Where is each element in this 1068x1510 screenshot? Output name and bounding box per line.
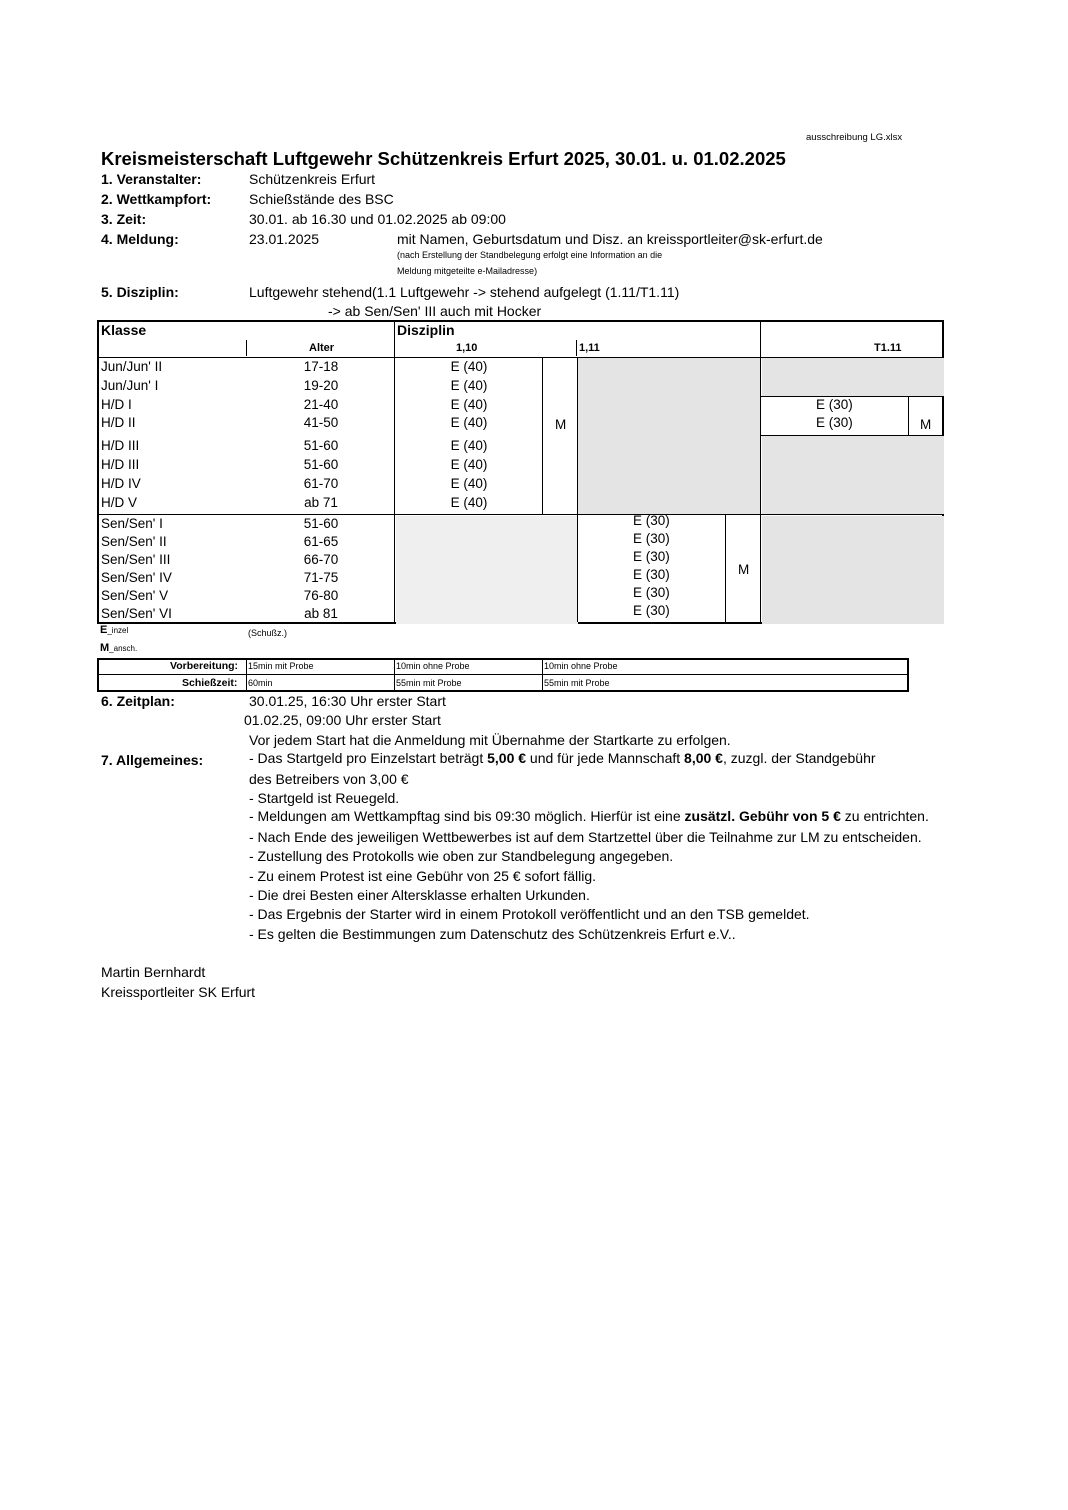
allgemeines-label: 7. Allgemeines: bbox=[101, 752, 204, 768]
signature-role: Kreissportleiter SK Erfurt bbox=[101, 984, 256, 1000]
legend-schusszahl: (Schußz.) bbox=[248, 628, 288, 638]
zeitplan-label: 6. Zeitplan: bbox=[101, 693, 175, 709]
wettkampfort-value: Schießstände des BSC bbox=[249, 191, 394, 207]
t111-e-2: E (30) bbox=[816, 415, 853, 430]
schiesszeit-label: Schießzeit: bbox=[182, 677, 238, 689]
disziplin-label: 5. Disziplin: bbox=[101, 284, 179, 300]
gray-area-t111-top bbox=[762, 358, 944, 396]
row-d110: E (40) bbox=[450, 438, 488, 453]
row-d110: E (40) bbox=[450, 495, 488, 510]
row-klasse: Jun/Jun' II bbox=[101, 359, 163, 374]
row-d111: E (30) bbox=[633, 603, 670, 618]
row-alter: ab 81 bbox=[304, 606, 338, 621]
schiesszeit-111: 55min mit Probe bbox=[396, 678, 462, 688]
header-110: 1,10 bbox=[456, 342, 478, 354]
meldung-date: 23.01.2025 bbox=[249, 231, 320, 247]
gray-area-t111-bottom bbox=[762, 516, 944, 624]
meldung-note-2: Meldung mitgeteilte e-Mailadresse) bbox=[397, 266, 538, 276]
row-alter: 21-40 bbox=[303, 397, 339, 412]
allgemeines-line-6: - Zustellung des Protokolls wie oben zur Standbelegung angegeben. bbox=[249, 848, 674, 864]
row-klasse: H/D IV bbox=[101, 476, 141, 491]
header-111: 1,11 bbox=[579, 342, 600, 354]
row-alter: 61-70 bbox=[303, 476, 339, 491]
header-klasse: Klasse bbox=[101, 322, 147, 338]
disziplin-note: -> ab Sen/Sen' III auch mit Hocker bbox=[328, 303, 542, 319]
row-klasse: H/D I bbox=[101, 397, 132, 412]
row-alter: 19-20 bbox=[303, 378, 339, 393]
row-d111: E (30) bbox=[633, 585, 670, 600]
row-alter: 61-65 bbox=[303, 534, 339, 549]
row-d110: E (40) bbox=[450, 415, 488, 430]
gray-area-111-top bbox=[578, 358, 761, 514]
allgemeines-line-5: - Nach Ende des jeweiligen Wettbewerbes ist auf dem Startzettel über die Teilnahme zur LM zu entscheiden. bbox=[249, 829, 922, 845]
allgemeines-line-3: - Startgeld ist Reuegeld. bbox=[249, 790, 400, 806]
allgemeines-line-10: - Es gelten die Bestimmungen zum Datenschutz des Schützenkreis Erfurt e.V.. bbox=[249, 926, 736, 942]
gray-area-t111-mid bbox=[762, 436, 944, 514]
row-klasse: Sen/Sen' V bbox=[101, 588, 169, 603]
wettkampfort-label: 2. Wettkampfort: bbox=[101, 191, 212, 207]
allgemeines-line-9: - Das Ergebnis der Starter wird in einem Protokoll veröffentlicht und an den TSB gemeldet. bbox=[249, 906, 810, 922]
zeitplan-line-2: 01.02.25, 09:00 Uhr erster Start bbox=[244, 712, 441, 728]
meldung-text: mit Namen, Geburtsdatum und Disz. an kreissportleiter@sk-erfurt.de bbox=[397, 231, 823, 247]
row-klasse: Jun/Jun' I bbox=[101, 378, 159, 393]
disziplin-value: Luftgewehr stehend(1.1 Luftgewehr -> stehend aufgelegt (1.11/T1.11) bbox=[249, 284, 680, 300]
vorbereitung-110: 15min mit Probe bbox=[248, 661, 314, 671]
m-t111: M bbox=[920, 417, 932, 432]
vorbereitung-111: 10min ohne Probe bbox=[396, 661, 470, 671]
row-klasse: H/D V bbox=[101, 495, 138, 510]
zeitplan-line-1: 30.01.25, 16:30 Uhr erster Start bbox=[249, 693, 446, 709]
zeit-value: 30.01. ab 16.30 und 01.02.2025 ab 09:00 bbox=[249, 211, 506, 227]
allgemeines-startgeld: - Das Startgeld pro Einzelstart beträgt 5,00 € und für jede Mannschaft 8,00 €, zuzgl. der Standgebühr bbox=[249, 750, 876, 766]
row-alter: 41-50 bbox=[303, 415, 339, 430]
row-d110: E (40) bbox=[450, 359, 488, 374]
row-alter: ab 71 bbox=[304, 495, 338, 510]
class-table bbox=[97, 320, 944, 624]
header-disziplin: Disziplin bbox=[397, 322, 455, 338]
file-label: ausschreibung LG.xlsx bbox=[806, 132, 903, 143]
row-alter: 51-60 bbox=[303, 457, 339, 472]
allgemeines-meldungen: - Meldungen am Wettkampftag sind bis 09:30 möglich. Hierfür ist eine zusätzl. Gebühr von 5 € zu entrichten. bbox=[249, 808, 929, 824]
legend-einzel: E_inzel bbox=[100, 624, 129, 636]
veranstalter-value: Schützenkreis Erfurt bbox=[249, 171, 376, 187]
row-klasse: Sen/Sen' VI bbox=[101, 606, 172, 621]
row-d111: E (30) bbox=[633, 549, 670, 564]
row-klasse: H/D III bbox=[101, 457, 140, 472]
row-klasse: Sen/Sen' IV bbox=[101, 570, 172, 585]
allgemeines-line-2: des Betreibers von 3,00 € bbox=[249, 771, 409, 787]
row-d111: E (30) bbox=[633, 513, 670, 528]
row-d111: E (30) bbox=[633, 531, 670, 546]
zeitplan-line-3: Vor jedem Start hat die Anmeldung mit Übernahme der Startkarte zu erfolgen. bbox=[249, 732, 731, 748]
row-klasse: Sen/Sen' III bbox=[101, 552, 171, 567]
schiesszeit-t111: 55min mit Probe bbox=[544, 678, 610, 688]
legend-mannschaft: M_ansch. bbox=[100, 642, 138, 654]
row-alter: 76-80 bbox=[303, 588, 339, 603]
m-111: M bbox=[738, 562, 750, 577]
veranstalter-label: 1. Veranstalter: bbox=[101, 171, 202, 187]
allgemeines-line-8: - Die drei Besten einer Altersklasse erhalten Urkunden. bbox=[249, 887, 590, 903]
zeit-label: 3. Zeit: bbox=[101, 211, 147, 227]
row-d111: E (30) bbox=[633, 567, 670, 582]
row-d110: E (40) bbox=[450, 476, 488, 491]
row-d110: E (40) bbox=[450, 378, 488, 393]
meldung-label: 4. Meldung: bbox=[101, 231, 179, 247]
row-alter: 51-60 bbox=[303, 516, 339, 531]
vorbereitung-label: Vorbereitung: bbox=[170, 660, 239, 672]
m-110: M bbox=[555, 417, 567, 432]
row-d110: E (40) bbox=[450, 457, 488, 472]
meldung-note-1: (nach Erstellung der Standbelegung erfolgt eine Information an die bbox=[397, 250, 663, 260]
row-klasse: Sen/Sen' I bbox=[101, 516, 163, 531]
header-alter: Alter bbox=[309, 342, 335, 354]
schiesszeit-110: 60min bbox=[248, 678, 273, 688]
row-alter: 66-70 bbox=[303, 552, 339, 567]
row-klasse: H/D II bbox=[101, 415, 136, 430]
signature-name: Martin Bernhardt bbox=[101, 964, 206, 980]
gray-area-110-bottom bbox=[396, 516, 578, 624]
row-alter: 17-18 bbox=[303, 359, 339, 374]
document-title: Kreismeisterschaft Luftgewehr Schützenkreis Erfurt 2025, 30.01. u. 01.02.2025 bbox=[101, 148, 786, 169]
vorbereitung-t111: 10min ohne Probe bbox=[544, 661, 618, 671]
row-alter: 51-60 bbox=[303, 438, 339, 453]
row-d110: E (40) bbox=[450, 397, 488, 412]
header-t111: T1.11 bbox=[874, 342, 902, 354]
t111-e-1: E (30) bbox=[816, 397, 853, 412]
allgemeines-line-7: - Zu einem Protest ist eine Gebühr von 25 € sofort fällig. bbox=[249, 868, 597, 884]
row-klasse: H/D III bbox=[101, 438, 140, 453]
row-klasse: Sen/Sen' II bbox=[101, 534, 167, 549]
row-alter: 71-75 bbox=[303, 570, 339, 585]
